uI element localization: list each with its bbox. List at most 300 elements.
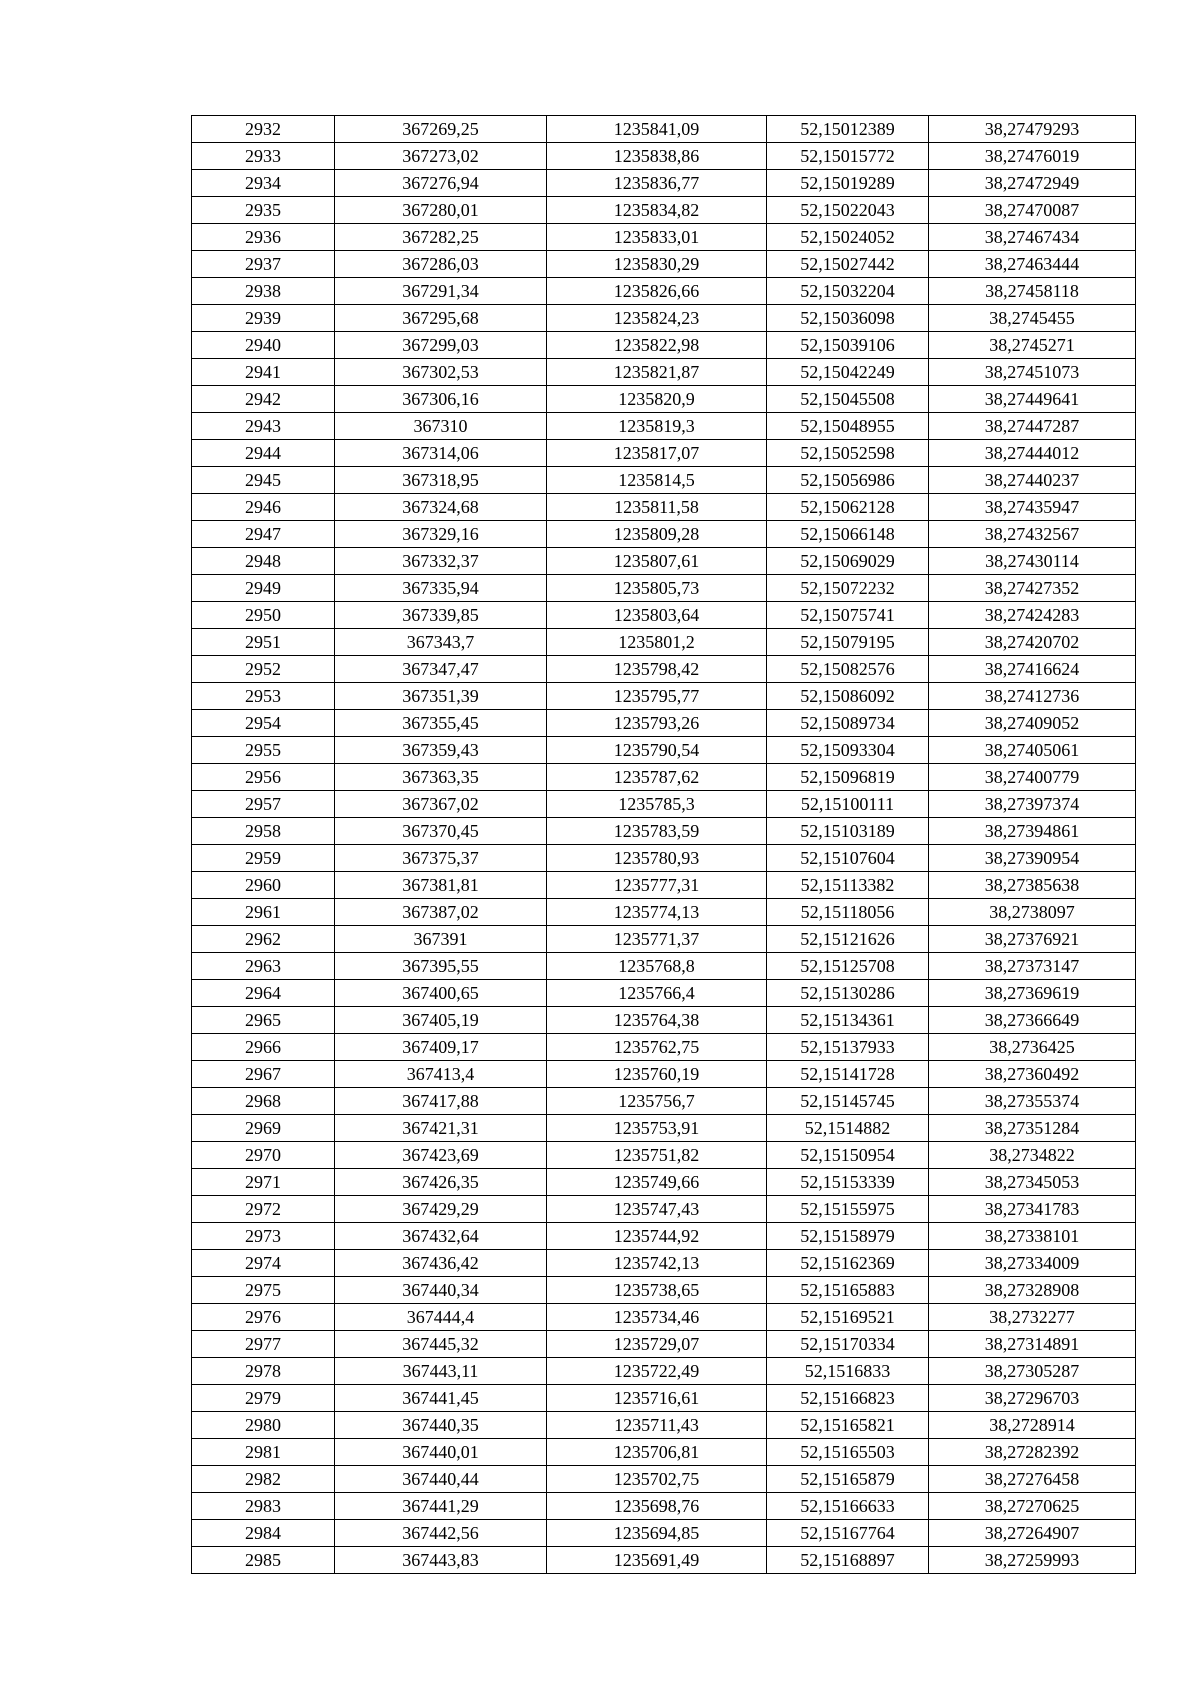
- y-coordinate-cell: 1235798,42: [547, 656, 767, 683]
- latitude-cell: 52,15022043: [767, 197, 929, 224]
- longitude-cell: 38,27430114: [929, 548, 1136, 575]
- x-coordinate-cell: 367324,68: [335, 494, 547, 521]
- point-number-cell: 2979: [192, 1385, 335, 1412]
- table-row: [192, 1250, 1136, 1277]
- y-coordinate-cell: 1235811,58: [547, 494, 767, 521]
- point-number-cell: 2935: [192, 197, 335, 224]
- latitude-cell: 52,15045508: [767, 386, 929, 413]
- point-number-cell: 2944: [192, 440, 335, 467]
- longitude-cell: 38,27296703: [929, 1385, 1136, 1412]
- point-number-cell: 2966: [192, 1034, 335, 1061]
- x-coordinate-cell: 367426,35: [335, 1169, 547, 1196]
- x-coordinate-cell: 367295,68: [335, 305, 547, 332]
- table-row: [192, 1007, 1136, 1034]
- table-row: [192, 1466, 1136, 1493]
- table-row: [192, 1223, 1136, 1250]
- latitude-cell: 52,1514882: [767, 1115, 929, 1142]
- table-row: [192, 791, 1136, 818]
- longitude-cell: 38,27259993: [929, 1547, 1136, 1574]
- x-coordinate-cell: 367381,81: [335, 872, 547, 899]
- x-coordinate-cell: 367370,45: [335, 818, 547, 845]
- point-number-cell: 2948: [192, 548, 335, 575]
- point-number-cell: 2949: [192, 575, 335, 602]
- x-coordinate-cell: 367443,83: [335, 1547, 547, 1574]
- table-row: [192, 1034, 1136, 1061]
- x-coordinate-cell: 367291,34: [335, 278, 547, 305]
- longitude-cell: 38,27479293: [929, 116, 1136, 143]
- x-coordinate-cell: 367363,35: [335, 764, 547, 791]
- point-number-cell: 2976: [192, 1304, 335, 1331]
- table-row: [192, 1412, 1136, 1439]
- y-coordinate-cell: 1235744,92: [547, 1223, 767, 1250]
- table-row: [192, 872, 1136, 899]
- point-number-cell: 2969: [192, 1115, 335, 1142]
- table-row: [192, 386, 1136, 413]
- longitude-cell: 38,27360492: [929, 1061, 1136, 1088]
- x-coordinate-cell: 367355,45: [335, 710, 547, 737]
- y-coordinate-cell: 1235805,73: [547, 575, 767, 602]
- x-coordinate-cell: 367441,29: [335, 1493, 547, 1520]
- y-coordinate-cell: 1235814,5: [547, 467, 767, 494]
- x-coordinate-cell: 367375,37: [335, 845, 547, 872]
- longitude-cell: 38,27435947: [929, 494, 1136, 521]
- longitude-cell: 38,2732277: [929, 1304, 1136, 1331]
- x-coordinate-cell: 367299,03: [335, 332, 547, 359]
- point-number-cell: 2946: [192, 494, 335, 521]
- table-row: [192, 116, 1136, 143]
- latitude-cell: 52,15024052: [767, 224, 929, 251]
- point-number-cell: 2967: [192, 1061, 335, 1088]
- latitude-cell: 52,15166823: [767, 1385, 929, 1412]
- table-row: [192, 818, 1136, 845]
- table-row: [192, 1277, 1136, 1304]
- table-row: [192, 467, 1136, 494]
- table-row: [192, 629, 1136, 656]
- point-number-cell: 2974: [192, 1250, 335, 1277]
- longitude-cell: 38,2728914: [929, 1412, 1136, 1439]
- point-number-cell: 2983: [192, 1493, 335, 1520]
- y-coordinate-cell: 1235780,93: [547, 845, 767, 872]
- point-number-cell: 2938: [192, 278, 335, 305]
- x-coordinate-cell: 367440,34: [335, 1277, 547, 1304]
- longitude-cell: 38,2734822: [929, 1142, 1136, 1169]
- point-number-cell: 2978: [192, 1358, 335, 1385]
- longitude-cell: 38,27334009: [929, 1250, 1136, 1277]
- table-row: [192, 683, 1136, 710]
- longitude-cell: 38,27397374: [929, 791, 1136, 818]
- point-number-cell: 2964: [192, 980, 335, 1007]
- y-coordinate-cell: 1235764,38: [547, 1007, 767, 1034]
- x-coordinate-cell: 367409,17: [335, 1034, 547, 1061]
- latitude-cell: 52,15165821: [767, 1412, 929, 1439]
- table-row: [192, 521, 1136, 548]
- point-number-cell: 2971: [192, 1169, 335, 1196]
- x-coordinate-cell: 367442,56: [335, 1520, 547, 1547]
- longitude-cell: 38,27345053: [929, 1169, 1136, 1196]
- table-row: [192, 548, 1136, 575]
- latitude-cell: 52,15015772: [767, 143, 929, 170]
- y-coordinate-cell: 1235691,49: [547, 1547, 767, 1574]
- x-coordinate-cell: 367280,01: [335, 197, 547, 224]
- latitude-cell: 52,15145745: [767, 1088, 929, 1115]
- x-coordinate-cell: 367387,02: [335, 899, 547, 926]
- point-number-cell: 2936: [192, 224, 335, 251]
- longitude-cell: 38,27470087: [929, 197, 1136, 224]
- longitude-cell: 38,27366649: [929, 1007, 1136, 1034]
- point-number-cell: 2972: [192, 1196, 335, 1223]
- table-row: [192, 1520, 1136, 1547]
- latitude-cell: 52,15032204: [767, 278, 929, 305]
- table-row: [192, 656, 1136, 683]
- longitude-cell: 38,27328908: [929, 1277, 1136, 1304]
- x-coordinate-cell: 367332,37: [335, 548, 547, 575]
- x-coordinate-cell: 367343,7: [335, 629, 547, 656]
- x-coordinate-cell: 367367,02: [335, 791, 547, 818]
- x-coordinate-cell: 367286,03: [335, 251, 547, 278]
- y-coordinate-cell: 1235817,07: [547, 440, 767, 467]
- table-row: [192, 1547, 1136, 1574]
- table-row: [192, 764, 1136, 791]
- longitude-cell: 38,27373147: [929, 953, 1136, 980]
- longitude-cell: 38,27338101: [929, 1223, 1136, 1250]
- table-row: [192, 1331, 1136, 1358]
- point-number-cell: 2939: [192, 305, 335, 332]
- point-number-cell: 2973: [192, 1223, 335, 1250]
- latitude-cell: 52,15072232: [767, 575, 929, 602]
- y-coordinate-cell: 1235766,4: [547, 980, 767, 1007]
- longitude-cell: 38,27416624: [929, 656, 1136, 683]
- x-coordinate-cell: 367405,19: [335, 1007, 547, 1034]
- y-coordinate-cell: 1235785,3: [547, 791, 767, 818]
- x-coordinate-cell: 367443,11: [335, 1358, 547, 1385]
- latitude-cell: 52,15079195: [767, 629, 929, 656]
- point-number-cell: 2956: [192, 764, 335, 791]
- point-number-cell: 2943: [192, 413, 335, 440]
- longitude-cell: 38,27412736: [929, 683, 1136, 710]
- latitude-cell: 52,15170334: [767, 1331, 929, 1358]
- latitude-cell: 52,15121626: [767, 926, 929, 953]
- longitude-cell: 38,27467434: [929, 224, 1136, 251]
- point-number-cell: 2958: [192, 818, 335, 845]
- latitude-cell: 52,15165883: [767, 1277, 929, 1304]
- table-row: [192, 440, 1136, 467]
- y-coordinate-cell: 1235774,13: [547, 899, 767, 926]
- x-coordinate-cell: 367432,64: [335, 1223, 547, 1250]
- latitude-cell: 52,15169521: [767, 1304, 929, 1331]
- y-coordinate-cell: 1235716,61: [547, 1385, 767, 1412]
- point-number-cell: 2957: [192, 791, 335, 818]
- latitude-cell: 52,15062128: [767, 494, 929, 521]
- table-row: [192, 737, 1136, 764]
- y-coordinate-cell: 1235749,66: [547, 1169, 767, 1196]
- latitude-cell: 52,15113382: [767, 872, 929, 899]
- longitude-cell: 38,27282392: [929, 1439, 1136, 1466]
- point-number-cell: 2942: [192, 386, 335, 413]
- y-coordinate-cell: 1235698,76: [547, 1493, 767, 1520]
- y-coordinate-cell: 1235826,66: [547, 278, 767, 305]
- y-coordinate-cell: 1235783,59: [547, 818, 767, 845]
- longitude-cell: 38,27440237: [929, 467, 1136, 494]
- latitude-cell: 52,15158979: [767, 1223, 929, 1250]
- point-number-cell: 2970: [192, 1142, 335, 1169]
- latitude-cell: 52,15107604: [767, 845, 929, 872]
- x-coordinate-cell: 367282,25: [335, 224, 547, 251]
- latitude-cell: 52,15048955: [767, 413, 929, 440]
- y-coordinate-cell: 1235756,7: [547, 1088, 767, 1115]
- table-row: [192, 575, 1136, 602]
- longitude-cell: 38,27264907: [929, 1520, 1136, 1547]
- longitude-cell: 38,27458118: [929, 278, 1136, 305]
- latitude-cell: 52,15086092: [767, 683, 929, 710]
- latitude-cell: 52,15042249: [767, 359, 929, 386]
- x-coordinate-cell: 367417,88: [335, 1088, 547, 1115]
- y-coordinate-cell: 1235793,26: [547, 710, 767, 737]
- longitude-cell: 38,27376921: [929, 926, 1136, 953]
- latitude-cell: 52,15069029: [767, 548, 929, 575]
- latitude-cell: 52,15056986: [767, 467, 929, 494]
- x-coordinate-cell: 367436,42: [335, 1250, 547, 1277]
- x-coordinate-cell: 367391: [335, 926, 547, 953]
- x-coordinate-cell: 367444,4: [335, 1304, 547, 1331]
- x-coordinate-cell: 367310: [335, 413, 547, 440]
- point-number-cell: 2977: [192, 1331, 335, 1358]
- table-row: [192, 359, 1136, 386]
- longitude-cell: 38,27305287: [929, 1358, 1136, 1385]
- x-coordinate-cell: 367314,06: [335, 440, 547, 467]
- table-row: [192, 1142, 1136, 1169]
- latitude-cell: 52,15075741: [767, 602, 929, 629]
- y-coordinate-cell: 1235722,49: [547, 1358, 767, 1385]
- y-coordinate-cell: 1235790,54: [547, 737, 767, 764]
- longitude-cell: 38,27420702: [929, 629, 1136, 656]
- table-row: [192, 1115, 1136, 1142]
- coordinates-table: [191, 115, 1136, 1574]
- point-number-cell: 2965: [192, 1007, 335, 1034]
- y-coordinate-cell: 1235820,9: [547, 386, 767, 413]
- longitude-cell: 38,27314891: [929, 1331, 1136, 1358]
- x-coordinate-cell: 367351,39: [335, 683, 547, 710]
- latitude-cell: 52,15096819: [767, 764, 929, 791]
- latitude-cell: 52,15082576: [767, 656, 929, 683]
- y-coordinate-cell: 1235822,98: [547, 332, 767, 359]
- latitude-cell: 52,15130286: [767, 980, 929, 1007]
- longitude-cell: 38,27276458: [929, 1466, 1136, 1493]
- latitude-cell: 52,15134361: [767, 1007, 929, 1034]
- table-row: [192, 1304, 1136, 1331]
- y-coordinate-cell: 1235738,65: [547, 1277, 767, 1304]
- point-number-cell: 2932: [192, 116, 335, 143]
- x-coordinate-cell: 367400,65: [335, 980, 547, 1007]
- point-number-cell: 2984: [192, 1520, 335, 1547]
- table-row: [192, 1169, 1136, 1196]
- y-coordinate-cell: 1235830,29: [547, 251, 767, 278]
- longitude-cell: 38,27351284: [929, 1115, 1136, 1142]
- longitude-cell: 38,27424283: [929, 602, 1136, 629]
- longitude-cell: 38,2738097: [929, 899, 1136, 926]
- table-row: [192, 1061, 1136, 1088]
- y-coordinate-cell: 1235694,85: [547, 1520, 767, 1547]
- table-row: [192, 278, 1136, 305]
- y-coordinate-cell: 1235771,37: [547, 926, 767, 953]
- latitude-cell: 52,15066148: [767, 521, 929, 548]
- latitude-cell: 52,15153339: [767, 1169, 929, 1196]
- y-coordinate-cell: 1235807,61: [547, 548, 767, 575]
- x-coordinate-cell: 367429,29: [335, 1196, 547, 1223]
- y-coordinate-cell: 1235821,87: [547, 359, 767, 386]
- table-row: [192, 899, 1136, 926]
- longitude-cell: 38,27449641: [929, 386, 1136, 413]
- longitude-cell: 38,27369619: [929, 980, 1136, 1007]
- latitude-cell: 52,15019289: [767, 170, 929, 197]
- point-number-cell: 2975: [192, 1277, 335, 1304]
- x-coordinate-cell: 367413,4: [335, 1061, 547, 1088]
- x-coordinate-cell: 367440,44: [335, 1466, 547, 1493]
- longitude-cell: 38,27451073: [929, 359, 1136, 386]
- table-row: [192, 926, 1136, 953]
- point-number-cell: 2961: [192, 899, 335, 926]
- y-coordinate-cell: 1235762,75: [547, 1034, 767, 1061]
- table-row: [192, 1385, 1136, 1412]
- longitude-cell: 38,27400779: [929, 764, 1136, 791]
- coordinates-table-body: [192, 116, 1136, 1574]
- latitude-cell: 52,15118056: [767, 899, 929, 926]
- table-row: [192, 251, 1136, 278]
- point-number-cell: 2963: [192, 953, 335, 980]
- latitude-cell: 52,15162369: [767, 1250, 929, 1277]
- y-coordinate-cell: 1235729,07: [547, 1331, 767, 1358]
- y-coordinate-cell: 1235711,43: [547, 1412, 767, 1439]
- latitude-cell: 52,15150954: [767, 1142, 929, 1169]
- longitude-cell: 38,27341783: [929, 1196, 1136, 1223]
- x-coordinate-cell: 367269,25: [335, 116, 547, 143]
- latitude-cell: 52,15100111: [767, 791, 929, 818]
- longitude-cell: 38,27427352: [929, 575, 1136, 602]
- y-coordinate-cell: 1235787,62: [547, 764, 767, 791]
- x-coordinate-cell: 367421,31: [335, 1115, 547, 1142]
- longitude-cell: 38,27405061: [929, 737, 1136, 764]
- longitude-cell: 38,27447287: [929, 413, 1136, 440]
- x-coordinate-cell: 367306,16: [335, 386, 547, 413]
- table-row: [192, 197, 1136, 224]
- longitude-cell: 38,27409052: [929, 710, 1136, 737]
- longitude-cell: 38,2745271: [929, 332, 1136, 359]
- longitude-cell: 38,27472949: [929, 170, 1136, 197]
- table-row: [192, 332, 1136, 359]
- point-number-cell: 2981: [192, 1439, 335, 1466]
- y-coordinate-cell: 1235753,91: [547, 1115, 767, 1142]
- x-coordinate-cell: 367423,69: [335, 1142, 547, 1169]
- y-coordinate-cell: 1235803,64: [547, 602, 767, 629]
- y-coordinate-cell: 1235742,13: [547, 1250, 767, 1277]
- latitude-cell: 52,15125708: [767, 953, 929, 980]
- table-row: [192, 143, 1136, 170]
- table-row: [192, 1358, 1136, 1385]
- latitude-cell: 52,15166633: [767, 1493, 929, 1520]
- latitude-cell: 52,15168897: [767, 1547, 929, 1574]
- y-coordinate-cell: 1235795,77: [547, 683, 767, 710]
- x-coordinate-cell: 367339,85: [335, 602, 547, 629]
- table-row: [192, 1493, 1136, 1520]
- table-row: [192, 305, 1136, 332]
- latitude-cell: 52,15137933: [767, 1034, 929, 1061]
- table-row: [192, 1439, 1136, 1466]
- longitude-cell: 38,27270625: [929, 1493, 1136, 1520]
- table-row: [192, 494, 1136, 521]
- longitude-cell: 38,27390954: [929, 845, 1136, 872]
- latitude-cell: 52,15155975: [767, 1196, 929, 1223]
- y-coordinate-cell: 1235747,43: [547, 1196, 767, 1223]
- table-row: [192, 953, 1136, 980]
- y-coordinate-cell: 1235734,46: [547, 1304, 767, 1331]
- table-row: [192, 1088, 1136, 1115]
- point-number-cell: 2937: [192, 251, 335, 278]
- latitude-cell: 52,15036098: [767, 305, 929, 332]
- latitude-cell: 52,15027442: [767, 251, 929, 278]
- x-coordinate-cell: 367440,01: [335, 1439, 547, 1466]
- y-coordinate-cell: 1235777,31: [547, 872, 767, 899]
- table-row: [192, 413, 1136, 440]
- longitude-cell: 38,27444012: [929, 440, 1136, 467]
- longitude-cell: 38,27394861: [929, 818, 1136, 845]
- latitude-cell: 52,15052598: [767, 440, 929, 467]
- point-number-cell: 2954: [192, 710, 335, 737]
- latitude-cell: 52,1516833: [767, 1358, 929, 1385]
- latitude-cell: 52,15103189: [767, 818, 929, 845]
- y-coordinate-cell: 1235833,01: [547, 224, 767, 251]
- point-number-cell: 2941: [192, 359, 335, 386]
- x-coordinate-cell: 367302,53: [335, 359, 547, 386]
- latitude-cell: 52,15089734: [767, 710, 929, 737]
- longitude-cell: 38,27432567: [929, 521, 1136, 548]
- point-number-cell: 2940: [192, 332, 335, 359]
- y-coordinate-cell: 1235768,8: [547, 953, 767, 980]
- x-coordinate-cell: 367395,55: [335, 953, 547, 980]
- x-coordinate-cell: 367441,45: [335, 1385, 547, 1412]
- point-number-cell: 2934: [192, 170, 335, 197]
- x-coordinate-cell: 367318,95: [335, 467, 547, 494]
- x-coordinate-cell: 367359,43: [335, 737, 547, 764]
- longitude-cell: 38,2736425: [929, 1034, 1136, 1061]
- y-coordinate-cell: 1235834,82: [547, 197, 767, 224]
- y-coordinate-cell: 1235706,81: [547, 1439, 767, 1466]
- x-coordinate-cell: 367440,35: [335, 1412, 547, 1439]
- latitude-cell: 52,15141728: [767, 1061, 929, 1088]
- longitude-cell: 38,27355374: [929, 1088, 1136, 1115]
- y-coordinate-cell: 1235809,28: [547, 521, 767, 548]
- point-number-cell: 2951: [192, 629, 335, 656]
- point-number-cell: 2982: [192, 1466, 335, 1493]
- x-coordinate-cell: 367273,02: [335, 143, 547, 170]
- point-number-cell: 2960: [192, 872, 335, 899]
- latitude-cell: 52,15093304: [767, 737, 929, 764]
- table-row: [192, 980, 1136, 1007]
- table-row: [192, 170, 1136, 197]
- y-coordinate-cell: 1235751,82: [547, 1142, 767, 1169]
- point-number-cell: 2933: [192, 143, 335, 170]
- point-number-cell: 2947: [192, 521, 335, 548]
- y-coordinate-cell: 1235836,77: [547, 170, 767, 197]
- y-coordinate-cell: 1235801,2: [547, 629, 767, 656]
- point-number-cell: 2953: [192, 683, 335, 710]
- point-number-cell: 2962: [192, 926, 335, 953]
- point-number-cell: 2985: [192, 1547, 335, 1574]
- y-coordinate-cell: 1235760,19: [547, 1061, 767, 1088]
- table-row: [192, 602, 1136, 629]
- table-row: [192, 1196, 1136, 1223]
- point-number-cell: 2950: [192, 602, 335, 629]
- point-number-cell: 2955: [192, 737, 335, 764]
- point-number-cell: 2959: [192, 845, 335, 872]
